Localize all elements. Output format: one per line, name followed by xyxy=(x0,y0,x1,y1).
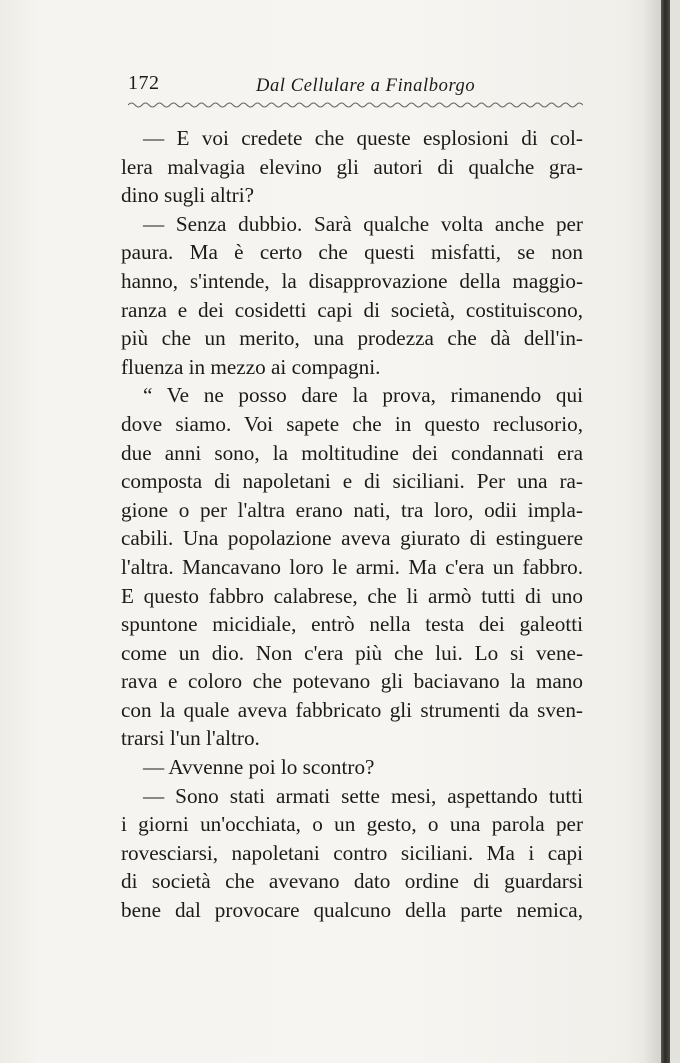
text-line: dino sugli altri? xyxy=(121,183,254,208)
text-line: E questo fabbro calabrese, che li armò tutti di uno xyxy=(121,583,583,608)
text-line: l'altra. Mancavano loro le armi. Ma c'era un fabbro. xyxy=(121,554,583,579)
running-title: Dal Cellulare a Finalborgo xyxy=(256,76,476,96)
page-edge-shadow xyxy=(643,0,661,1063)
text-line: spuntone micidiale, entrò nella testa dei galeotti xyxy=(121,612,583,637)
text-line: più che un merito, una prodezza che dà dell'in- xyxy=(121,326,583,351)
text-line: dove siamo. Voi sapete che in questo reclusorio, xyxy=(121,411,583,436)
text-line: composta di napoletani e di siciliani. Per una ra- xyxy=(121,469,583,494)
text-line: di società che avevano dato ordine di guardarsi xyxy=(121,869,583,894)
text-line: due anni sono, la moltitudine dei condannati era xyxy=(121,440,583,465)
text-line: “ Ve ne posso dare la prova, rimanendo qui xyxy=(143,383,583,408)
text-line: trarsi l'un l'altro. xyxy=(121,726,260,751)
text-line: — Avvenne poi lo scontro? xyxy=(143,755,375,780)
text-line: lera malvagia elevino gli autori di qualche gra- xyxy=(121,154,583,179)
text-line: ranza e dei cosidetti capi di società, costituiscono, xyxy=(121,297,583,322)
page-header xyxy=(128,72,588,102)
text-line: gione o per l'altra erano nati, tra loro, odii impla- xyxy=(121,497,583,522)
text-line: come un dio. Non c'era più che lui. Lo si vene- xyxy=(121,640,583,665)
text-line: hanno, s'intende, la disapprovazione della maggio- xyxy=(121,268,583,293)
text-line: cabili. Una popolazione aveva giurato di estinguere xyxy=(121,526,583,551)
page-number: 172 xyxy=(128,72,160,94)
text-line: i giorni un'occhiata, o un gesto, o una parola per xyxy=(121,812,583,837)
body-text xyxy=(121,124,583,925)
text-line: — Sono stati armati sette mesi, aspettando tutti xyxy=(143,783,583,808)
text-line: fluenza in mezzo ai compagni. xyxy=(121,354,381,379)
text-line: — E voi credete che queste esplosioni di col- xyxy=(143,126,583,150)
text-line: rovesciarsi, napoletani contro siciliani. Ma i capi xyxy=(121,840,583,865)
text-line: bene dal provocare qualcuno della parte nemica, xyxy=(121,898,583,923)
text-line: — Senza dubbio. Sarà qualche volta anche per xyxy=(143,211,583,236)
decorative-wavy-rule xyxy=(128,100,583,112)
text-line: rava e coloro che potevano gli baciavano la mano xyxy=(121,669,583,694)
text-line: con la quale aveva fabbricato gli strumenti da sven- xyxy=(121,697,583,722)
binding-edge xyxy=(661,0,670,1063)
text-line: paura. Ma è certo che questi misfatti, se non xyxy=(121,240,583,265)
